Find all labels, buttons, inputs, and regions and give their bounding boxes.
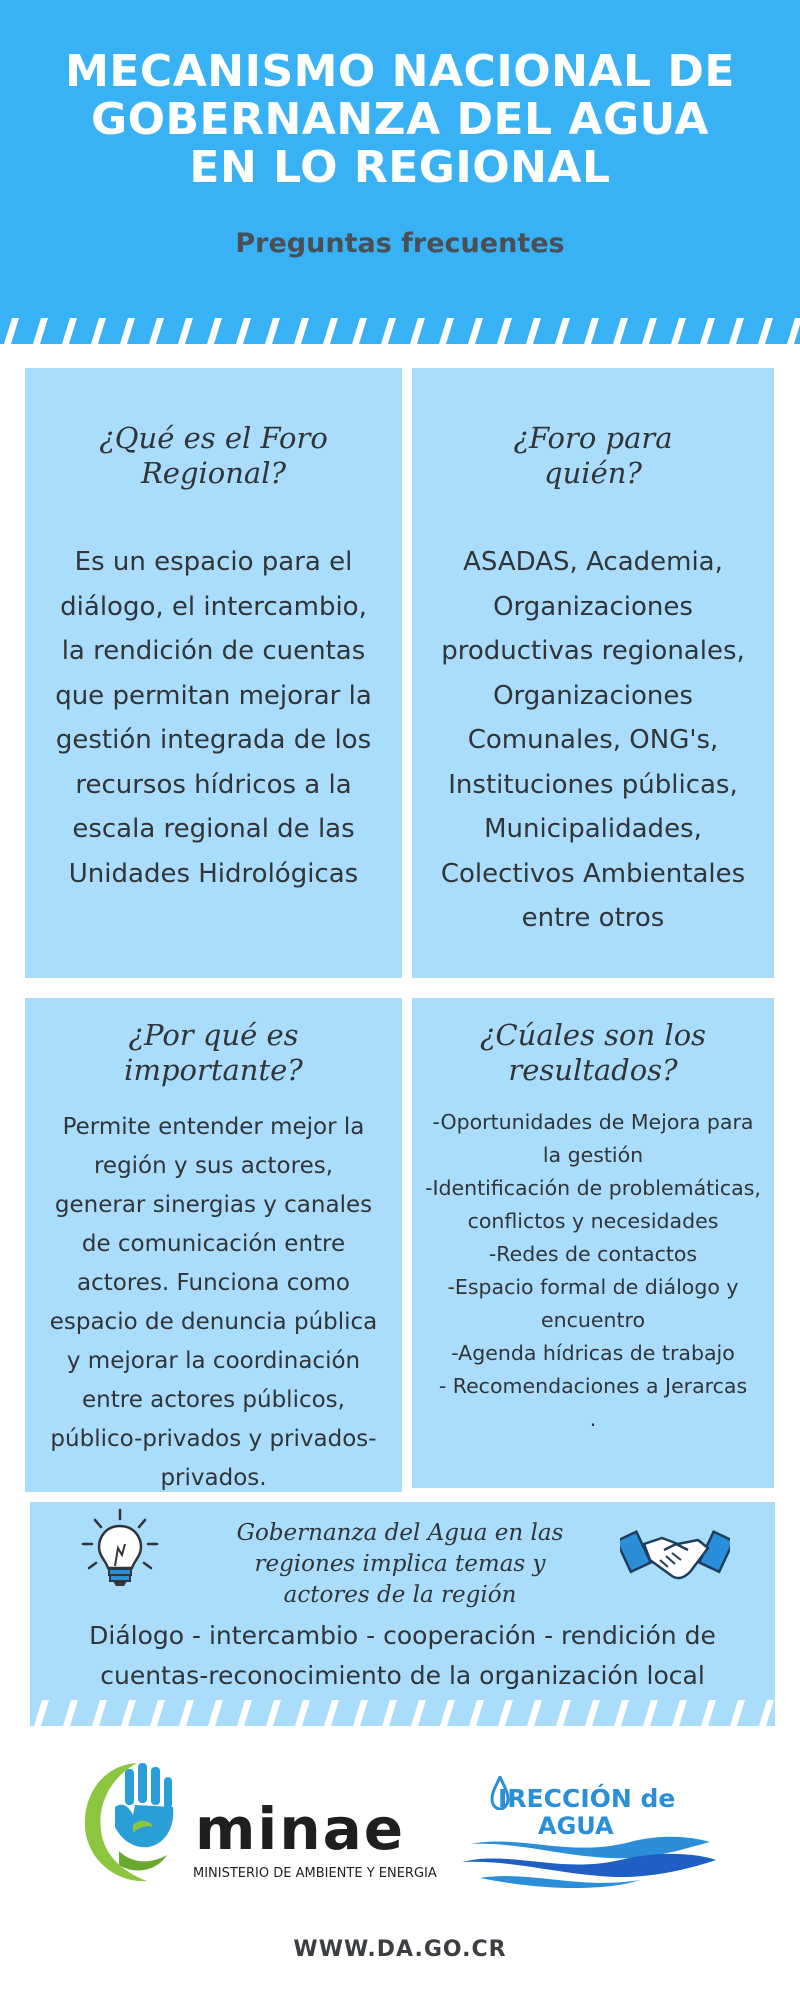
header-stripe-divider <box>0 318 800 344</box>
minae-hand-emblem-icon <box>75 1755 205 1890</box>
body-line: región y sus actores, <box>93 1153 334 1179</box>
body-line: -Agenda hídricas de trabajo <box>451 1341 735 1365</box>
card-what-is-forum <box>25 368 402 978</box>
minae-wordmark: minae <box>195 1795 406 1863</box>
governance-body-line: Diálogo - intercambio - cooperación - rendición de <box>89 1621 716 1650</box>
question-line: importante? <box>124 1053 303 1087</box>
lightbulb-icon <box>75 1508 165 1598</box>
governance-body-line: cuentas-reconocimiento de la organización local <box>100 1661 705 1690</box>
body-line: Organizaciones <box>493 591 693 622</box>
question-line: ¿Foro para <box>513 421 673 455</box>
page-title <box>0 48 800 192</box>
body-line: privados. <box>160 1465 267 1491</box>
governance-stripe-divider <box>30 1700 775 1726</box>
body-line: conflictos y necesidades <box>467 1209 719 1233</box>
page-subtitle: Preguntas frecuentes <box>235 228 565 259</box>
governance-title-line: regiones implica temas y <box>254 1551 546 1577</box>
governance-body <box>30 1616 775 1696</box>
card-why-important <box>25 998 402 1492</box>
body-line: entre otros <box>521 903 665 933</box>
body-line: Organizaciones <box>493 680 693 711</box>
body-line: -Identificación de problemáticas, <box>425 1176 761 1200</box>
title-line-1: MECANISMO NACIONAL DE <box>65 46 735 97</box>
body-line: -Espacio formal de diálogo y <box>447 1275 739 1299</box>
body-line: diálogo, el intercambio, <box>60 591 367 622</box>
body-line: Unidades Hidrológicas <box>68 858 359 889</box>
body-line: - Recomendaciones a Jerarcas <box>438 1374 748 1398</box>
question-line: ¿Por qué es <box>128 1018 299 1052</box>
body-line: -Oportunidades de Mejora para <box>432 1110 754 1134</box>
minae-logo <box>75 1755 435 1890</box>
card-forum-for-whom <box>412 368 774 978</box>
minae-subtitle: MINISTERIO DE AMBIENTE Y ENERGIA <box>193 1866 437 1881</box>
body-line: ASADAS, Academia, <box>463 547 723 577</box>
body-line: . <box>589 1407 597 1431</box>
card-results <box>412 998 774 1488</box>
footer-url[interactable]: WWW.DA.GO.CR <box>293 1937 507 1962</box>
body-line: la gestión <box>542 1143 644 1167</box>
handshake-icon <box>620 1520 730 1590</box>
body-line: escala regional de las <box>72 814 355 844</box>
card-question <box>25 421 402 491</box>
body-line: espacio de denuncia pública <box>49 1309 378 1335</box>
body-line: la rendición de cuentas <box>61 636 366 666</box>
body-line: Colectivos Ambientales <box>440 858 746 889</box>
card-body <box>410 1106 776 1436</box>
governance-title-line: actores de la región <box>283 1582 517 1608</box>
card-question <box>25 1018 402 1088</box>
body-line: Comunales, ONG's, <box>467 725 719 755</box>
question-line: resultados? <box>508 1053 678 1087</box>
question-line: Regional? <box>140 456 287 490</box>
direccion-agua-line-1: IRECCIÓN de <box>498 1784 676 1813</box>
body-line: actores. Funciona como <box>77 1270 350 1296</box>
title-line-3: EN LO REGIONAL <box>189 142 611 193</box>
body-line: y mejorar la coordinación <box>66 1348 361 1374</box>
card-body <box>25 1108 402 1498</box>
governance-title-line: Gobernanza del Agua en las <box>236 1520 564 1546</box>
governance-title <box>185 1518 615 1611</box>
body-line: encuentro <box>540 1308 646 1332</box>
water-waves-icon <box>460 1832 720 1892</box>
body-line: productivas regionales, <box>441 636 745 666</box>
body-line: Instituciones públicas, <box>448 769 738 800</box>
question-line: ¿Qué es el Foro <box>99 421 328 455</box>
question-line: quién? <box>544 456 642 490</box>
body-line: entre actores públicos, <box>82 1387 345 1413</box>
title-line-2: GOBERNANZA DEL AGUA <box>90 94 709 145</box>
question-line: ¿Cúales son los <box>479 1018 707 1052</box>
body-line: gestión integrada de los <box>55 725 372 755</box>
card-question <box>412 421 774 491</box>
card-body <box>412 540 774 941</box>
body-line: -Redes de contactos <box>488 1242 698 1266</box>
direccion-agua-logo <box>460 1770 720 1890</box>
body-line: Municipalidades, <box>484 814 702 844</box>
body-line: que permitan mejorar la <box>55 680 372 711</box>
card-question <box>412 1018 774 1088</box>
header-banner <box>0 0 800 318</box>
direccion-agua-line-2: AGUA <box>538 1812 614 1840</box>
body-line: de comunicación entre <box>81 1231 346 1257</box>
body-line: Es un espacio para el <box>74 547 353 577</box>
body-line: público-privados y privados- <box>50 1426 377 1452</box>
body-line: Permite entender mejor la <box>62 1114 365 1140</box>
card-body <box>25 540 402 896</box>
body-line: generar sinergias y canales <box>54 1192 373 1218</box>
body-line: recursos hídricos a la <box>75 769 352 800</box>
